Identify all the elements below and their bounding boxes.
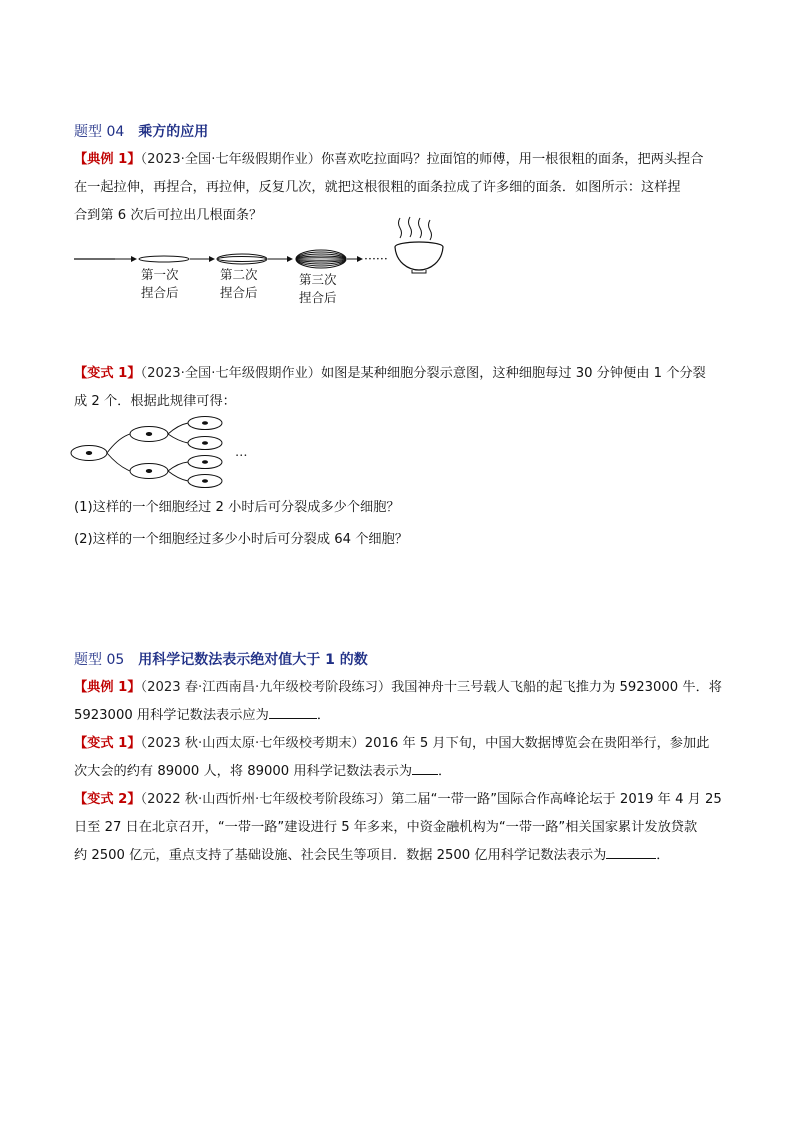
answer-blank [269,704,317,719]
section-title: 用科学记数法表示绝对值大于 1 的数 [138,652,368,668]
fold-label-1a: 第一次 [141,267,179,282]
fold-label-2b: 捏合后 [220,285,258,300]
question-1: (1)这样的一个细胞经过 2 小时后可分裂成多少个细胞？ [74,500,400,515]
answer-blank [412,760,438,775]
cell-gen-1 [130,427,168,479]
item-text: 5923000 用科学记数法表示应为 [74,708,269,723]
variant-source: （2023·全国·七年级假期作业） [140,366,321,381]
item-text: 日至 27 日在北京召开，“一带一路”建设进行 5 年多来，中资金融机构为“一带一路”相关国家累计发放贷款 [74,820,698,835]
answer-blank [606,844,656,859]
cell-gen-2 [188,417,222,488]
variant-text-line-2: 成 2 个．根据此规律可得： [74,394,236,409]
item-end: ． [316,708,330,723]
fold-label-3b: 捏合后 [299,290,337,305]
section-heading-05 [74,649,368,669]
example-tag: 【典例 1】 [74,152,141,167]
item-text: 我国神舟十三号载人飞船的起飞推力为 5923000 牛．将 [391,680,722,695]
section-2-items [74,674,724,870]
question-2: (2)这样的一个细胞经过多少小时后可分裂成 64 个细胞？ [74,532,408,547]
fold-label-3a: 第三次 [299,272,337,287]
item-text: 次大会的约有 89000 人，将 89000 用科学记数法表示为 [74,764,413,779]
item-tag: 【典例 1】 [74,680,141,695]
item-source: （2023 秋·山西太原·七年级校考期末） [140,736,365,751]
section-title: 乘方的应用 [138,124,209,140]
section-number: 题型 04 [74,124,125,140]
cell-ellipsis: … [235,444,248,459]
fold-label-2a: 第二次 [220,267,258,282]
example-text-line-3: 合到第 6 次后可拉出几根面条？ [74,208,263,223]
item-source: （2022 秋·山西忻州·七年级校考阶段练习） [140,792,392,807]
item-text: 约 2500 亿元，重点支持了基础设施、社会民生等项目．数据 2500 亿用科学记数法表示为 [74,848,607,863]
item-source: （2023 春·江西南昌·九年级校考阶段练习） [140,680,392,695]
cell-gen-0 [71,446,107,461]
example-text-line-2: 在一起拉伸，再捏合，再拉伸，反复几次，就把这根很粗的面条拉成了许多细的面条．如图所示：这样捏 [74,180,681,195]
noodle-ellipsis: ······ [364,251,388,266]
item-text: 2016 年 5 月下旬，中国大数据博览会在贵阳举行，参加此 [364,736,710,751]
variant-questions [74,494,724,554]
variant-tag: 【变式 1】 [74,366,141,381]
section-number: 题型 05 [74,652,125,668]
item-tag: 【变式 1】 [74,736,141,751]
item-end: ． [656,848,670,863]
fold-label-1b: 捏合后 [141,285,179,300]
cell-division-diagram [0,0,794,500]
example-source: （2023·全国·七年级假期作业） [140,152,321,167]
item-text: 第二届“一带一路”国际合作高峰论坛于 2019 年 4 月 25 [391,792,722,807]
variant-text-line-1: 如图是某种细胞分裂示意图，这种细胞每过 30 分钟便由 1 个分裂 [320,366,706,381]
item-tag: 【变式 2】 [74,792,141,807]
example-text-line-1: 你喜欢吃拉面吗？拉面馆的师傅，用一根很粗的面条，把两头捏合 [320,152,704,167]
item-end: ． [438,764,452,779]
